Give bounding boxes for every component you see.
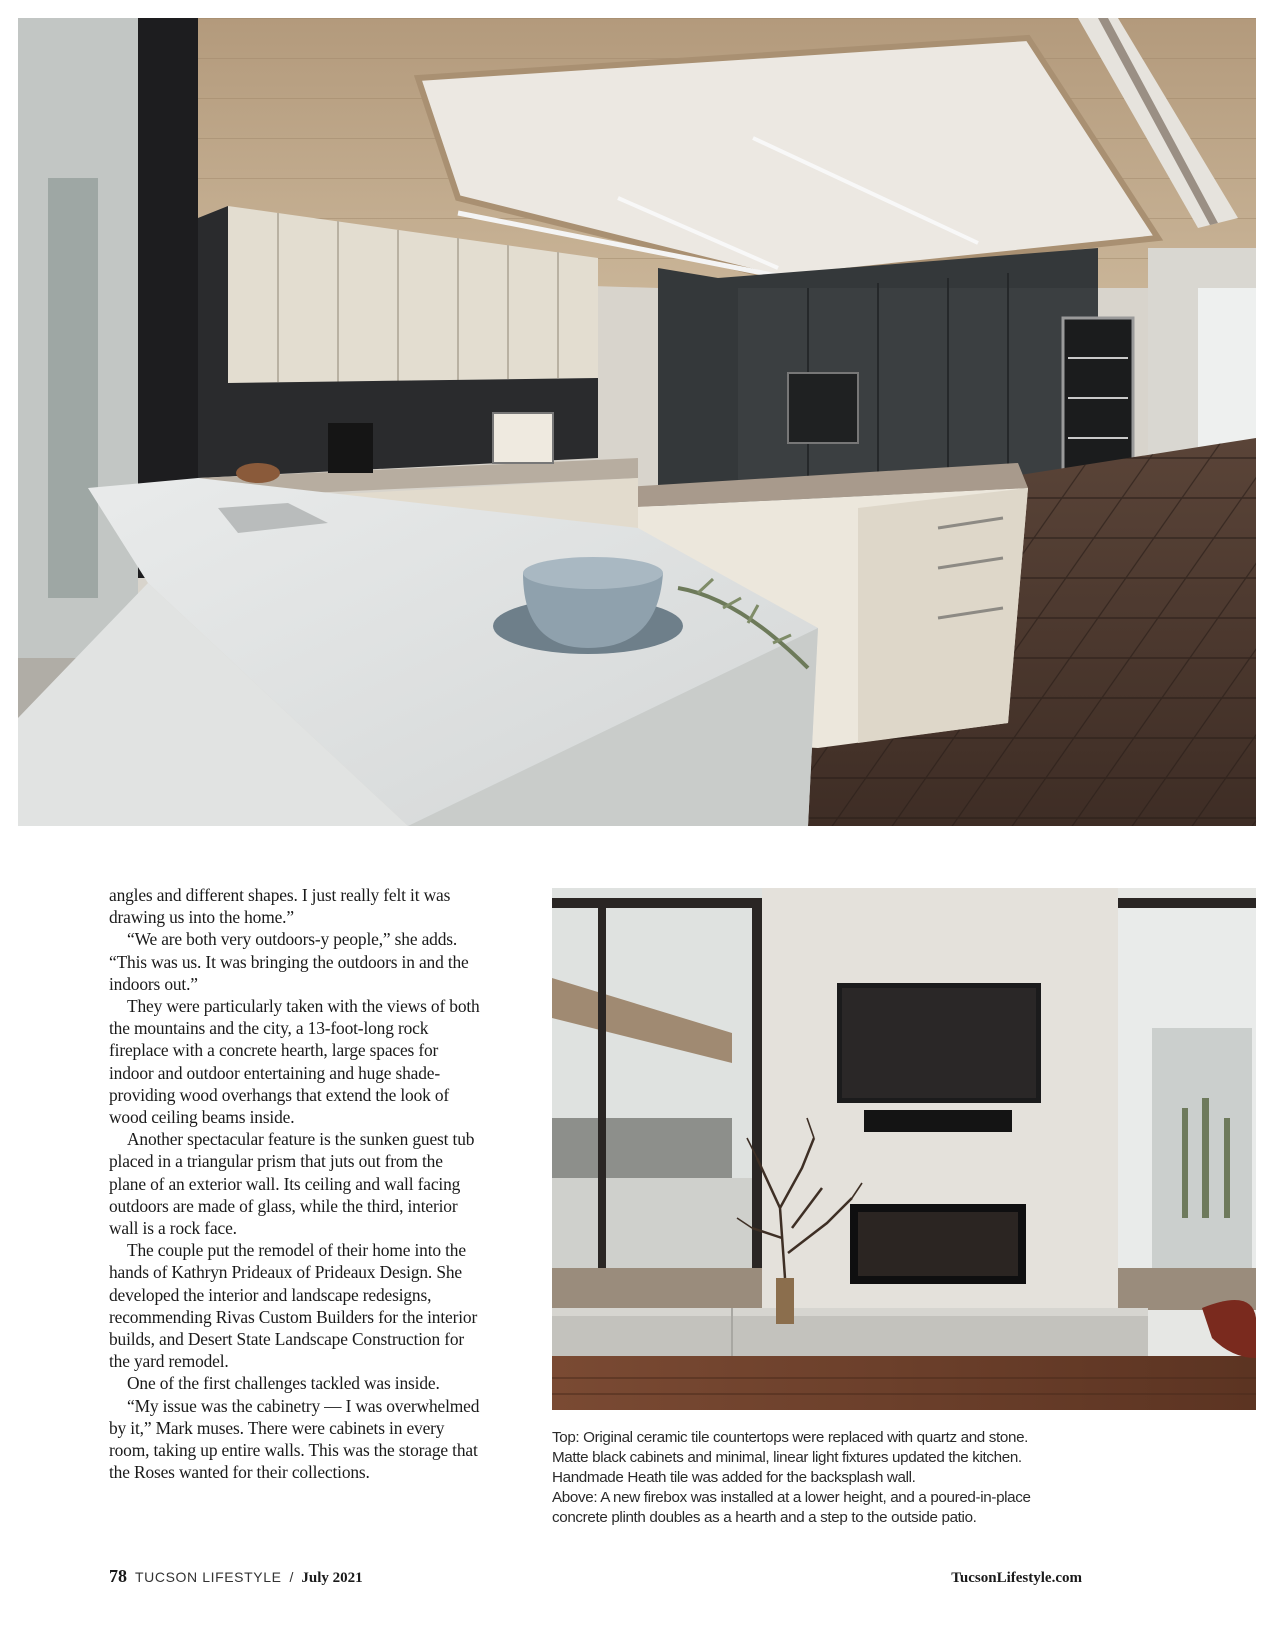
website-link[interactable]: TucsonLifestyle.com — [951, 1570, 1082, 1586]
article-paragraph: “We are both very outdoors-y people,” she adds. “This was us. It was bringing the outdoors in and the indoors out.” — [109, 929, 469, 994]
page-footer — [109, 1566, 1082, 1590]
caption-line: Top: Original ceramic tile countertops were replaced with quartz and stone. — [552, 1429, 1029, 1446]
fireplace-photo — [552, 888, 1256, 1410]
page-number: 78 — [109, 1566, 127, 1586]
folio-separator: / — [289, 1569, 294, 1585]
article-paragraph: Another spectacular feature is the sunken guest tub placed in a triangular prism that juts out from the plane of an exterior wall. Its ceiling and wall facing outdoors are made of glass, while the third, interior wall is a rock face. — [109, 1129, 475, 1239]
article-paragraph: angles and different shapes. I just really felt it was drawing us into the home.” — [109, 885, 451, 928]
caption-line: concrete plinth doubles as a hearth and a step to the outside patio. — [552, 1509, 977, 1526]
issue-date: July 2021 — [301, 1570, 363, 1586]
caption-line: Handmade Heath tile was added for the backsplash wall. — [552, 1469, 916, 1486]
caption-line: Matte black cabinets and minimal, linear light fixtures updated the kitchen. — [552, 1449, 1022, 1466]
kitchen-photo — [18, 18, 1256, 826]
kitchen-illustration — [18, 18, 1256, 826]
article-paragraph: They were particularly taken with the views of both the mountains and the city, a 13-foot-long rock fireplace with a concrete hearth, large spaces for indoor and outdoor entertaining and huge shade-providing wood overhangs that extend the look of wood ceiling beams inside. — [109, 996, 480, 1128]
publication-name: TUCSON LIFESTYLE — [135, 1569, 282, 1585]
article-paragraph: The couple put the remodel of their home into the hands of Kathryn Prideaux of Prideaux Design. She developed the interior and landscape redesigns, recommending Rivas Custom Builders for the interior builds, and Desert State Landscape Construction for the yard remodel. — [109, 1240, 478, 1372]
article-body — [109, 884, 481, 1483]
article-paragraph: One of the first challenges tackled was inside. — [127, 1373, 440, 1394]
fireplace-illustration — [552, 888, 1256, 1410]
caption-line: Above: A new firebox was installed at a lower height, and a poured-in-place — [552, 1489, 1031, 1506]
photo-caption — [552, 1428, 1252, 1528]
article-paragraph: “My issue was the cabinetry — I was overwhelmed by it,” Mark muses. There were cabinets in every room, taking up entire walls. This was the storage that the Roses wanted for their collections. — [109, 1395, 480, 1483]
folio — [109, 1566, 363, 1587]
